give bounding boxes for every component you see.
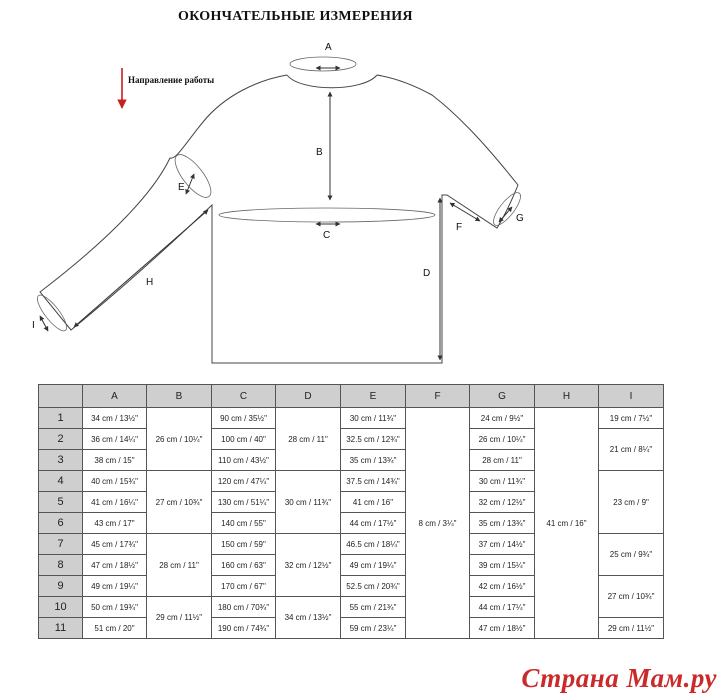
cell-e: 41 cm / 16" [341, 492, 406, 513]
neckline [287, 75, 377, 88]
label-c: C [323, 230, 331, 241]
cell-c: 90 cm / 35½" [212, 408, 276, 429]
size-number: 9 [39, 576, 83, 597]
cell-e: 37.5 cm / 14¾" [341, 471, 406, 492]
cell-g: 39 cm / 15¼" [470, 555, 535, 576]
size-number: 2 [39, 429, 83, 450]
work-direction-label: Направление работы [128, 75, 215, 85]
size-number: 4 [39, 471, 83, 492]
size-number: 11 [39, 618, 83, 639]
cell-b: 29 cm / 11½" [147, 597, 212, 639]
size-number: 10 [39, 597, 83, 618]
column-header: H [535, 385, 599, 408]
cell-d: 28 cm / 11" [276, 408, 341, 471]
cell-c: 140 cm / 55" [212, 513, 276, 534]
cell-d: 30 cm / 11¾" [276, 471, 341, 534]
cell-a: 49 cm / 19¼" [83, 576, 147, 597]
cell-g: 37 cm / 14½" [470, 534, 535, 555]
cell-g: 44 cm / 17¼" [470, 597, 535, 618]
cell-a: 45 cm / 17¾" [83, 534, 147, 555]
diagram-title: ОКОНЧАТЕЛЬНЫЕ ИЗМЕРЕНИЯ [178, 9, 413, 24]
cell-a: 50 cm / 19¾" [83, 597, 147, 618]
site-watermark: Страна Мам.ру [521, 663, 717, 693]
cuff-ellipse [33, 291, 71, 334]
cell-d: 34 cm / 13½" [276, 597, 341, 639]
cell-e: 30 cm / 11¾" [341, 408, 406, 429]
cell-a: 38 cm / 15" [83, 450, 147, 471]
cell-e: 32.5 cm / 12¾" [341, 429, 406, 450]
cell-e: 59 cm / 23¼" [341, 618, 406, 639]
column-header: C [212, 385, 276, 408]
cell-c: 110 cm / 43½" [212, 450, 276, 471]
cell-i: 25 cm / 9¾" [599, 534, 664, 576]
cell-d: 32 cm / 12½" [276, 534, 341, 597]
cell-i: 23 cm / 9" [599, 471, 664, 534]
cell-c: 100 cm / 40" [212, 429, 276, 450]
cell-a: 36 cm / 14¼" [83, 429, 147, 450]
label-e: E [178, 182, 185, 193]
cell-c: 120 cm / 47¼" [212, 471, 276, 492]
cell-c: 170 cm / 67" [212, 576, 276, 597]
cell-g: 35 cm / 13¾" [470, 513, 535, 534]
cell-c: 160 cm / 63" [212, 555, 276, 576]
column-header: I [599, 385, 664, 408]
cell-c: 130 cm / 51¼" [212, 492, 276, 513]
cell-c: 150 cm / 59" [212, 534, 276, 555]
chest-ellipse [219, 208, 435, 222]
cell-g: 26 cm / 10¼" [470, 429, 535, 450]
cell-c: 190 cm / 74¾" [212, 618, 276, 639]
cell-b: 26 cm / 10¼" [147, 408, 212, 471]
label-d: D [423, 268, 431, 279]
cell-g: 32 cm / 12½" [470, 492, 535, 513]
cell-h: 41 cm / 16" [535, 408, 599, 639]
cell-b: 28 cm / 11" [147, 534, 212, 597]
cell-a: 43 cm / 17" [83, 513, 147, 534]
cell-g: 24 cm / 9½" [470, 408, 535, 429]
cell-c: 180 cm / 70¾" [212, 597, 276, 618]
cell-a: 47 cm / 18½" [83, 555, 147, 576]
label-f: F [456, 222, 463, 233]
cell-e: 44 cm / 17½" [341, 513, 406, 534]
cell-b: 27 cm / 10¾" [147, 471, 212, 534]
column-header: F [406, 385, 470, 408]
cell-a: 40 cm / 15¾" [83, 471, 147, 492]
sleeve-length-arrow [74, 210, 208, 327]
cell-g: 42 cm / 16½" [470, 576, 535, 597]
column-header: B [147, 385, 212, 408]
label-g: G [516, 213, 524, 224]
armhole-arrow [450, 203, 480, 221]
upper-arm-arrow [186, 174, 194, 194]
cell-g: 47 cm / 18½" [470, 618, 535, 639]
cell-e: 49 cm / 19¼" [341, 555, 406, 576]
sweater-outline [40, 75, 518, 363]
table-row [39, 408, 664, 429]
cell-g: 30 cm / 11¾" [470, 471, 535, 492]
cell-g: 28 cm / 11" [470, 450, 535, 471]
size-number: 7 [39, 534, 83, 555]
size-number: 6 [39, 513, 83, 534]
cell-i: 21 cm / 8¼" [599, 429, 664, 471]
cell-e: 35 cm / 13¾" [341, 450, 406, 471]
column-header: E [341, 385, 406, 408]
cell-i: 19 cm / 7½" [599, 408, 664, 429]
column-header: G [470, 385, 535, 408]
label-h: H [146, 277, 154, 288]
cell-a: 41 cm / 16¼" [83, 492, 147, 513]
cell-f: 8 cm / 3¼" [406, 408, 470, 639]
size-number: 1 [39, 408, 83, 429]
label-b: B [316, 147, 323, 158]
column-header: A [83, 385, 147, 408]
size-number: 8 [39, 555, 83, 576]
size-number: 3 [39, 450, 83, 471]
table-header-row [39, 385, 664, 408]
cell-e: 46.5 cm / 18¼" [341, 534, 406, 555]
label-a: A [325, 42, 332, 53]
column-header: D [276, 385, 341, 408]
right-arm-arrow [499, 207, 512, 222]
size-number: 5 [39, 492, 83, 513]
neck-ellipse [290, 57, 356, 71]
cell-i: 29 cm / 11½" [599, 618, 664, 639]
cell-e: 52.5 cm / 20¾" [341, 576, 406, 597]
cell-a: 34 cm / 13½" [83, 408, 147, 429]
cell-i: 27 cm / 10¾" [599, 576, 664, 618]
label-i: I [32, 320, 35, 331]
measurements-table [38, 384, 664, 639]
cell-e: 55 cm / 21¾" [341, 597, 406, 618]
cell-a: 51 cm / 20" [83, 618, 147, 639]
header-corner [39, 385, 83, 408]
